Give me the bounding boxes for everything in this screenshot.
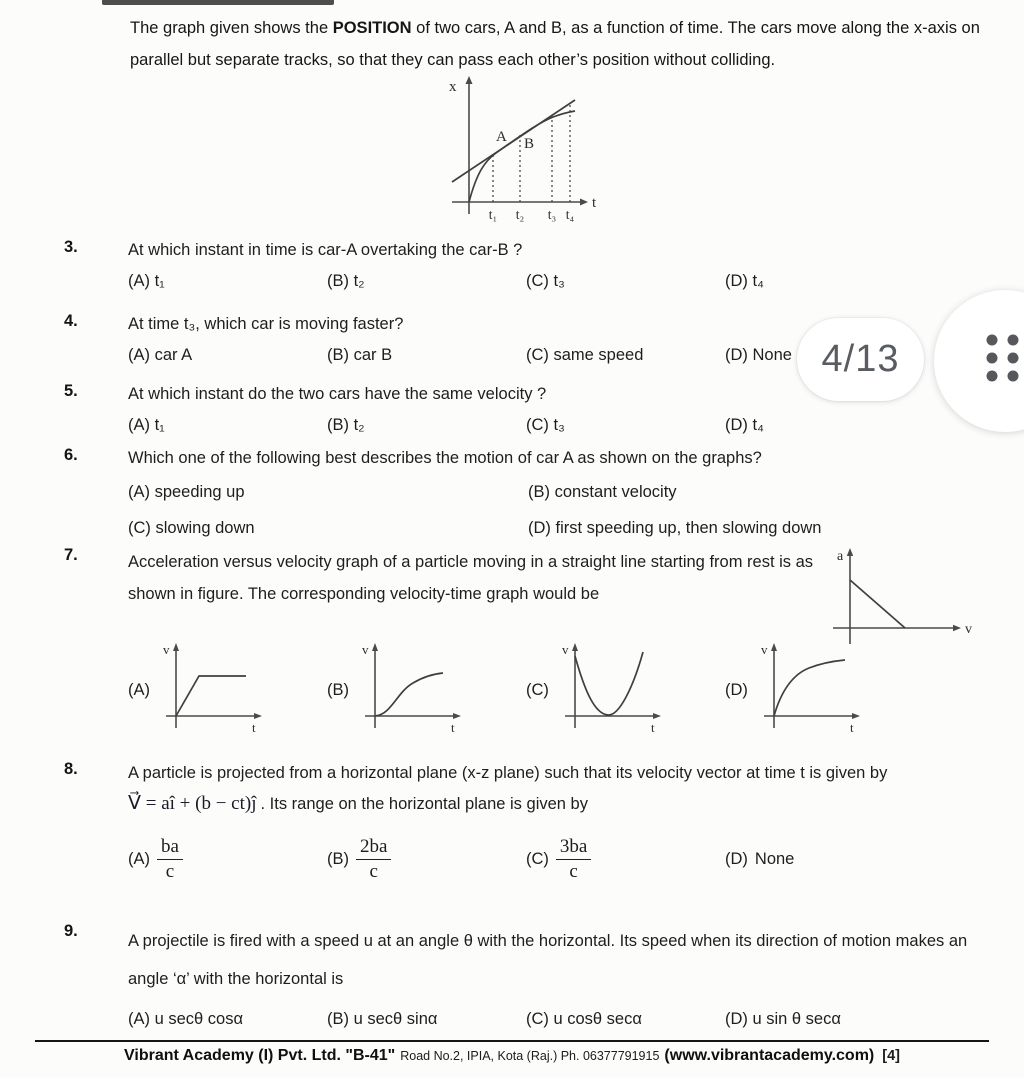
option-c: (C) t₃	[526, 272, 565, 290]
options-row	[128, 416, 1008, 435]
question-text: A projectile is fired with a speed u at an angle θ with the horizontal. Its speed when its direction of motion makes an angle ‘α’ with the horizontal is	[128, 932, 968, 988]
page-indicator-badge	[797, 318, 924, 401]
option-text: None	[754, 849, 795, 868]
q7-option-a	[128, 640, 327, 740]
axis-label-v: v	[965, 622, 972, 637]
question-number: 3.	[64, 238, 78, 256]
question-number: 9.	[64, 922, 78, 940]
tick-t3: t₃	[547, 207, 557, 222]
fraction-denominator: c	[369, 860, 378, 882]
axis-label-a: a	[837, 549, 844, 564]
q7-option-c	[526, 640, 725, 740]
option-b: (B) constant velocity	[528, 483, 677, 501]
options-row	[128, 1010, 1008, 1029]
option-label: (B)	[327, 849, 349, 868]
footer-website: (www.vibrantacademy.com)	[664, 1047, 875, 1064]
axis-label-t: t	[650, 720, 655, 735]
axis-label-v: v	[760, 642, 768, 657]
question-number: 5.	[64, 382, 78, 400]
option-a	[128, 836, 327, 883]
option-b: (B) u secθ sinα	[327, 1010, 438, 1028]
question-8	[64, 760, 1008, 887]
fraction	[356, 836, 391, 883]
option-a: (A) t₁	[128, 416, 165, 434]
question-equation-line	[128, 792, 1008, 815]
curve-car-a	[469, 111, 575, 202]
footer-divider	[35, 1040, 989, 1042]
axis-label-x: x	[449, 79, 457, 95]
option-label: (C)	[526, 680, 549, 699]
q7-option-graphs	[128, 640, 988, 740]
vt-curve	[176, 676, 246, 716]
option-d	[725, 850, 924, 869]
tick-t4: t₄	[565, 207, 575, 222]
fraction-numerator: 2ba	[356, 836, 391, 860]
axis-label-t: t	[451, 720, 455, 735]
axis-label-v: v	[362, 642, 369, 657]
option-d: (D) None	[725, 346, 792, 364]
question-number: 7.	[64, 546, 78, 564]
option-c: (C) t₃	[526, 416, 565, 434]
page-indicator-text: 4/13	[821, 338, 900, 380]
vector-equation: V⃗ = aî + (b − ct)ĵ	[128, 793, 257, 814]
question-9	[64, 922, 1008, 1029]
intro-text-pre: The graph given shows the	[130, 19, 333, 37]
question-text: Which one of the following best describes the motion of car A as shown on the graphs?	[128, 449, 762, 467]
option-label: (A)	[128, 680, 150, 699]
footer	[0, 1047, 1024, 1065]
vt-graph-option-d	[752, 640, 870, 740]
option-b: (B) t₂	[327, 272, 365, 290]
option-b: (B) car B	[327, 346, 393, 364]
axis-label-t: t	[252, 720, 256, 735]
option-a: (A) car A	[128, 346, 193, 364]
axis-label-v: v	[561, 642, 569, 657]
options-row	[128, 272, 1008, 291]
question-number: 8.	[64, 760, 78, 778]
option-c	[526, 836, 725, 883]
question-3	[64, 238, 1008, 291]
question-number: 4.	[64, 312, 78, 330]
option-a: (A) u secθ cosα	[128, 1010, 243, 1028]
option-a: (A) speeding up	[128, 483, 245, 501]
question-6	[64, 446, 1008, 542]
option-b	[327, 836, 526, 883]
footer-page-ref: [4]	[882, 1048, 900, 1064]
fraction	[157, 836, 183, 883]
vt-curve	[375, 673, 443, 716]
fraction-denominator: c	[165, 860, 175, 882]
vt-graph-option-c	[553, 640, 671, 740]
option-d: (D) first speeding up, then slowing down	[528, 519, 822, 537]
question-text-line2: . Its range on the horizontal plane is given by	[260, 795, 588, 813]
options-row	[128, 831, 1008, 887]
fraction	[556, 836, 591, 883]
option-d: (D) t₄	[725, 272, 764, 290]
option-a: (A) t₁	[128, 272, 165, 290]
axis-label-t: t	[592, 195, 597, 211]
option-label: (B)	[327, 680, 349, 699]
curve-b-label: B	[524, 136, 535, 152]
option-label: (C)	[526, 849, 549, 868]
option-label: (D)	[725, 680, 748, 699]
question-text: At time t₃, which car is moving faster?	[128, 315, 404, 333]
scan-artifact	[102, 0, 334, 5]
accel-velocity-graph	[815, 542, 977, 654]
options-row-2	[128, 514, 1008, 542]
vt-curve	[575, 652, 643, 715]
intro-paragraph	[130, 12, 988, 76]
q7-option-b	[327, 640, 526, 740]
question-text: At which instant do the two cars have the same velocity ?	[128, 385, 547, 403]
intro-text-post: of two cars, A and B, as a function of time. The cars move along the x-axis on parallel but separate tracks, so that they can pass each other’s position without colliding.	[130, 19, 980, 69]
option-label: (A)	[128, 849, 150, 868]
footer-address: Road No.2, IPIA, Kota (Raj.) Ph. 06377791915	[400, 1049, 660, 1063]
question-text: At which instant in time is car-A overtaking the car-B ?	[128, 241, 523, 259]
drag-handle-dots-icon	[934, 290, 1024, 432]
fraction-denominator: c	[569, 860, 578, 882]
q7-option-d	[725, 640, 924, 740]
question-text: Acceleration versus velocity graph of a particle moving in a straight line starting from rest is as shown in figure. The corresponding velocity-time graph would be	[128, 553, 814, 603]
option-d: (D) t₄	[725, 416, 764, 434]
tick-t1: t₁	[488, 207, 498, 222]
option-b: (B) t₂	[327, 416, 365, 434]
vt-graph-option-a	[154, 640, 272, 740]
option-c: (C) slowing down	[128, 519, 255, 537]
tick-t2: t₂	[515, 207, 525, 222]
option-c: (C) u cosθ secα	[526, 1010, 642, 1028]
axis-label-t: t	[849, 720, 854, 735]
question-text-line1: A particle is projected from a horizontal plane (x-z plane) such that its velocity vector at time t is given by	[128, 764, 888, 782]
axis-label-v: v	[163, 642, 170, 657]
option-d: (D) u sin θ secα	[725, 1010, 841, 1028]
intro-text-bold: POSITION	[332, 19, 412, 37]
fraction-numerator: ba	[157, 836, 183, 860]
vt-curve	[774, 660, 845, 716]
drag-handle[interactable]	[934, 290, 1024, 432]
option-c: (C) same speed	[526, 346, 644, 364]
option-label: (D)	[725, 849, 748, 868]
vt-graph-option-b	[353, 640, 471, 740]
footer-company: Vibrant Academy (I) Pvt. Ltd. "B-41"	[123, 1047, 396, 1064]
options-row-1	[128, 478, 1008, 506]
position-time-graph	[436, 74, 608, 236]
fraction-numerator: 3ba	[556, 836, 591, 860]
curve-a-label: A	[496, 129, 507, 145]
question-number: 6.	[64, 446, 78, 464]
av-line	[850, 580, 905, 628]
